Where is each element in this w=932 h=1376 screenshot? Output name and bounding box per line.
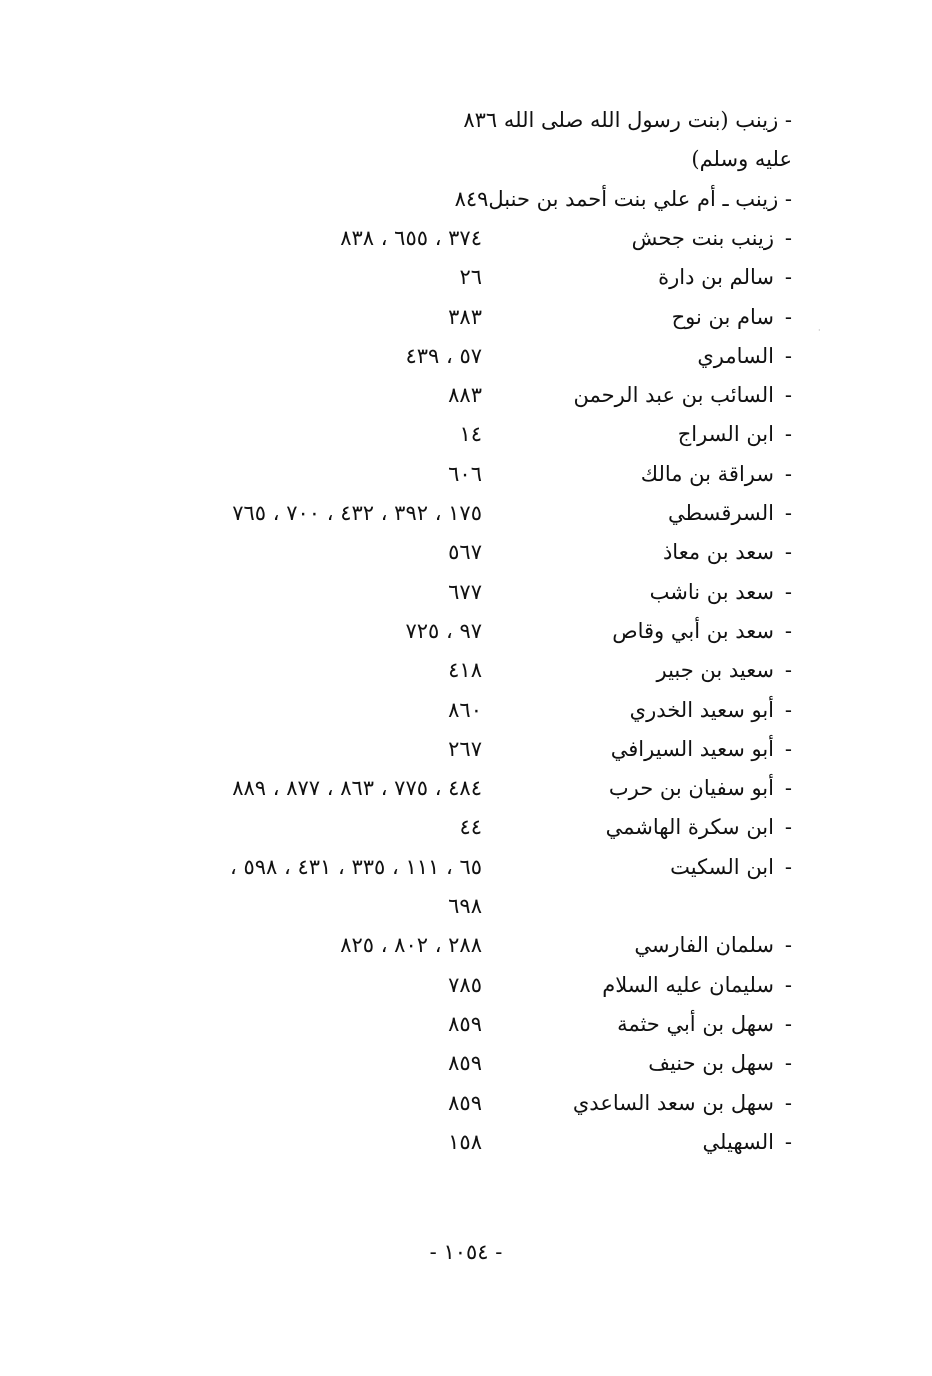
entry-pages: ١٥٨	[448, 1130, 482, 1154]
index-entry	[0, 100, 932, 140]
index-entry	[0, 493, 932, 533]
entry-pages: ٣٨٣	[448, 305, 482, 329]
entry-pages: ٤٤	[459, 815, 482, 839]
entry-text: - زينب (بنت رسول الله صلى الله ٨٣٦	[463, 108, 792, 132]
index-entry	[0, 297, 932, 337]
entry-dash: -	[784, 265, 792, 289]
entry-dash: -	[784, 383, 792, 407]
index-entry	[0, 218, 932, 258]
entry-name-text: أبو سعيد الخدري	[629, 698, 774, 722]
entry-name-text: سعد بن أبي وقاص	[612, 619, 774, 643]
index-entry	[0, 847, 932, 887]
entry-pages: ٨٥٩	[448, 1051, 482, 1075]
index-entry	[0, 414, 932, 454]
entry-name-text: سعد بن ناشب	[649, 580, 774, 604]
entry-name-text: سلمان الفارسي	[634, 933, 774, 957]
entry-pages: ٨٥٩	[448, 1091, 482, 1115]
index-entry	[0, 179, 932, 219]
entry-pages: ٨٥٩	[448, 1012, 482, 1036]
entry-pages: ١٤	[459, 422, 482, 446]
entry-name-text: أبو سعيد السيرافي	[610, 737, 774, 761]
entry-dash: -	[784, 540, 792, 564]
index-entry	[0, 139, 932, 179]
entry-pages: ٨٨٣	[448, 383, 482, 407]
index-entry	[0, 650, 932, 690]
entry-name-text: سعيد بن جبير	[656, 658, 774, 682]
page-number: - ١٠٥٤ -	[429, 1240, 503, 1264]
entry-dash: -	[784, 226, 792, 250]
entry-pages: ٣٧٤ ، ٦٥٥ ، ٨٣٨	[340, 226, 482, 250]
entry-name-text: سام بن نوح	[671, 305, 774, 329]
index-entry	[0, 611, 932, 651]
entry-pages: ٧٨٥	[448, 973, 482, 997]
entry-dash: -	[784, 1091, 792, 1115]
entry-pages: ٢٦٧	[448, 737, 482, 761]
entry-dash: -	[784, 344, 792, 368]
index-entry	[0, 532, 932, 572]
entry-dash: -	[784, 815, 792, 839]
entry-dash: -	[784, 973, 792, 997]
entry-dash: -	[784, 1051, 792, 1075]
entry-dash: -	[784, 422, 792, 446]
entry-dash: -	[784, 501, 792, 525]
entry-pages: ٦٩٨	[448, 894, 482, 918]
entry-name-text: ابن سكرة الهاشمي	[605, 815, 774, 839]
entry-text: عليه وسلم)	[691, 147, 792, 171]
entry-name-text: سعد بن معاذ	[662, 540, 774, 564]
entry-name-text: زينب بنت جحش	[631, 226, 774, 250]
index-entry	[0, 807, 932, 847]
index-entry	[0, 572, 932, 612]
index-entry	[0, 1004, 932, 1044]
entry-dash: -	[784, 737, 792, 761]
entry-dash: -	[784, 305, 792, 329]
entry-pages: ٥٧ ، ٤٣٩	[405, 344, 482, 368]
entry-name-text: أبو سفيان بن حرب	[608, 776, 774, 800]
entry-pages: ٨٦٠	[448, 698, 482, 722]
entry-dash: -	[784, 1012, 792, 1036]
index-entry	[0, 925, 932, 965]
entry-name-text: السهيلي	[702, 1130, 774, 1154]
entry-name-text: السرقسطي	[667, 501, 774, 525]
index-entry	[0, 768, 932, 808]
entry-dash: -	[784, 776, 792, 800]
entry-name-text: سراقة بن مالك	[640, 462, 774, 486]
entry-name-text: السامري	[697, 344, 774, 368]
entry-dash: -	[784, 462, 792, 486]
index-entry	[0, 1122, 932, 1162]
index-entry	[0, 965, 932, 1005]
entry-name-text: السائب بن عبد الرحمن	[573, 383, 774, 407]
index-entry	[0, 690, 932, 730]
entry-name-text: سليمان عليه السلام	[602, 973, 774, 997]
entry-pages: ٩٧ ، ٧٢٥	[405, 619, 482, 643]
entry-pages: ٢٨٨ ، ٨٠٢ ، ٨٢٥	[340, 933, 482, 957]
index-entry	[0, 257, 932, 297]
entry-name-text: سهل بن سعد الساعدي	[572, 1091, 774, 1115]
index-entry	[0, 1043, 932, 1083]
entry-pages: ٤١٨	[448, 658, 482, 682]
entry-pages: ٦٥ ، ١١١ ، ٣٣٥ ، ٤٣١ ، ٥٩٨ ،	[230, 855, 482, 879]
entry-dash: -	[784, 698, 792, 722]
index-entry	[0, 1083, 932, 1123]
entry-dash: -	[784, 619, 792, 643]
entry-dash: -	[784, 933, 792, 957]
index-entry	[0, 454, 932, 494]
entry-dash: -	[784, 1130, 792, 1154]
entry-text: - زينب ـ أم علي بنت أحمد بن حنبل٨٤٩	[454, 187, 792, 211]
entry-name-text: سهل بن أبي حثمة	[617, 1012, 774, 1036]
entry-pages: ٤٨٤ ، ٧٧٥ ، ٨٦٣ ، ٨٧٧ ، ٨٨٩	[232, 776, 482, 800]
entry-dash: -	[784, 580, 792, 604]
index-entry	[0, 375, 932, 415]
entry-pages: ٦٧٧	[448, 580, 482, 604]
index-entry	[0, 886, 932, 926]
entry-name-text: ابن السراج	[677, 422, 774, 446]
entry-pages: ٢٦	[459, 265, 482, 289]
entry-pages: ٥٦٧	[448, 540, 482, 564]
entry-pages: ٦٠٦	[448, 462, 482, 486]
entry-name-text: ابن السكيت	[670, 855, 774, 879]
entry-pages: ١٧٥ ، ٣٩٢ ، ٤٣٢ ، ٧٠٠ ، ٧٦٥	[232, 501, 482, 525]
index-entry	[0, 729, 932, 769]
entry-dash: -	[784, 855, 792, 879]
index-entry	[0, 336, 932, 376]
scan-speck: ·	[818, 326, 821, 335]
entry-name-text: سالم بن دارة	[658, 265, 774, 289]
entry-name-text: سهل بن حنيف	[648, 1051, 774, 1075]
entry-dash: -	[784, 658, 792, 682]
